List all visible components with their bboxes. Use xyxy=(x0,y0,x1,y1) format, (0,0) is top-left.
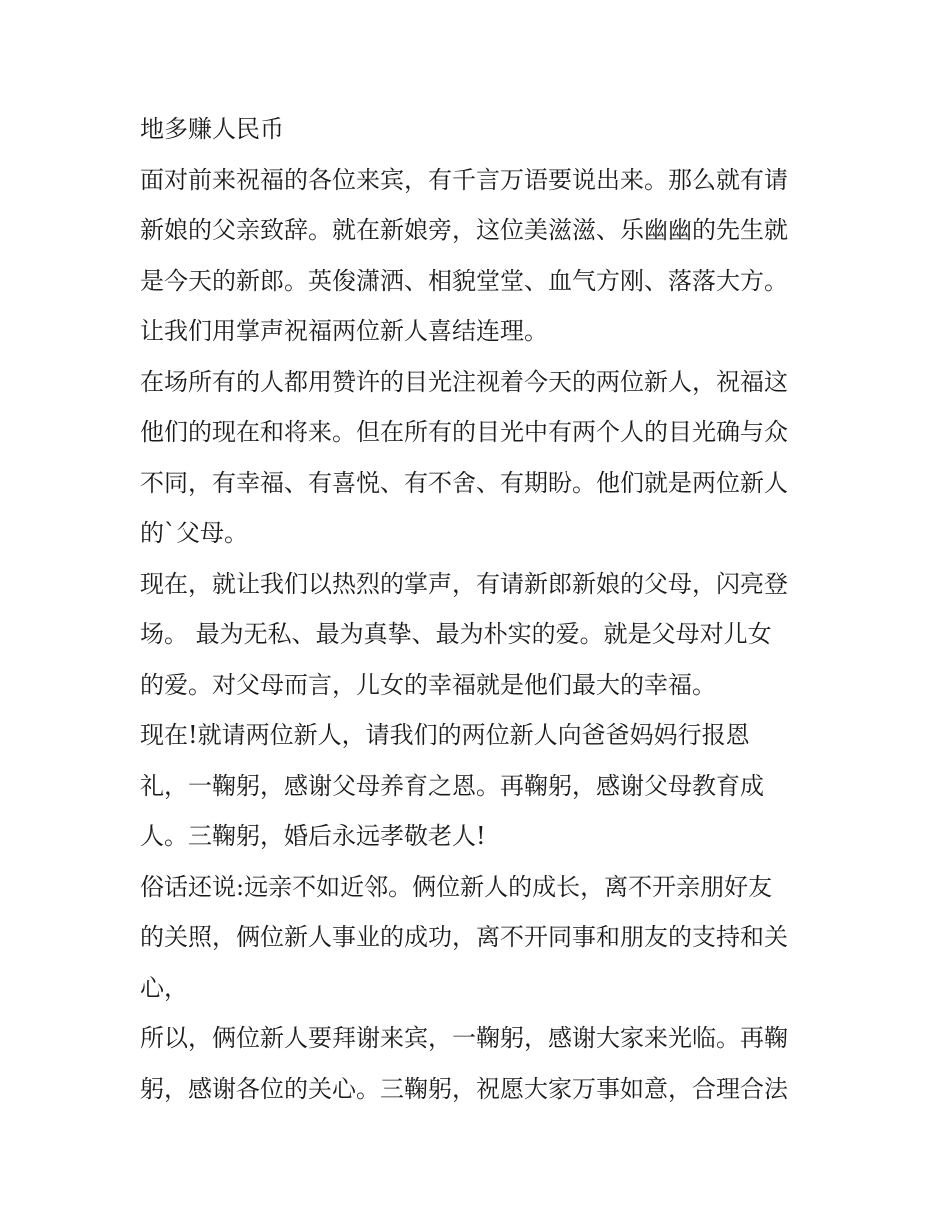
text-line: 的`父母。 xyxy=(140,519,248,547)
text-line: 不同，有幸福、有喜悦、有不舍、有期盼。他们就是两位新人 xyxy=(140,469,788,497)
text-line: 是今天的新郎。英俊潇洒、相貌堂堂、血气方刚、落落大方。 xyxy=(140,267,788,295)
text-line: 所以，俩位新人要拜谢来宾，一鞠躬，感谢大家来光临。再鞠 xyxy=(140,1024,788,1052)
text-line: 人。三鞠躬，婚后永远孝敬老人! xyxy=(140,822,486,850)
text-line: 心， xyxy=(140,974,188,1002)
text-line: 面对前来祝福的各位来宾，有千言万语要说出来。那么就有请 xyxy=(140,166,788,194)
text-line: 地多赚人民币 xyxy=(140,115,284,143)
text-line: 现在，就让我们以热烈的掌声，有请新郎新娘的父母，闪亮登 xyxy=(140,570,788,598)
text-line: 躬，感谢各位的关心。三鞠躬，祝愿大家万事如意，合理合法 xyxy=(140,1075,788,1103)
text-line: 俗话还说:远亲不如近邻。俩位新人的成长，离不开亲朋好友 xyxy=(140,873,773,901)
text-line: 的爱。对父母而言，儿女的幸福就是他们最大的幸福。 xyxy=(140,671,716,699)
text-line: 在场所有的人都用赞许的目光注视着今天的两位新人，祝福这 xyxy=(140,368,788,396)
text-line: 场。 最为无私、最为真挚、最为朴实的爱。就是父母对儿女 xyxy=(140,620,772,648)
text-line: 新娘的父亲致辞。就在新娘旁，这位美滋滋、乐幽幽的先生就 xyxy=(140,216,788,244)
text-line: 他们的现在和将来。但在所有的目光中有两个人的目光确与众 xyxy=(140,418,788,446)
text-line: 让我们用掌声祝福两位新人喜结连理。 xyxy=(140,317,548,345)
text-line: 的关照，俩位新人事业的成功，离不开同事和朋友的支持和关 xyxy=(140,923,788,951)
text-line: 现在!就请两位新人，请我们的两位新人向爸爸妈妈行报恩 xyxy=(140,721,750,749)
text-line: 礼，一鞠躬，感谢父母养育之恩。再鞠躬，感谢父母教育成 xyxy=(140,772,764,800)
